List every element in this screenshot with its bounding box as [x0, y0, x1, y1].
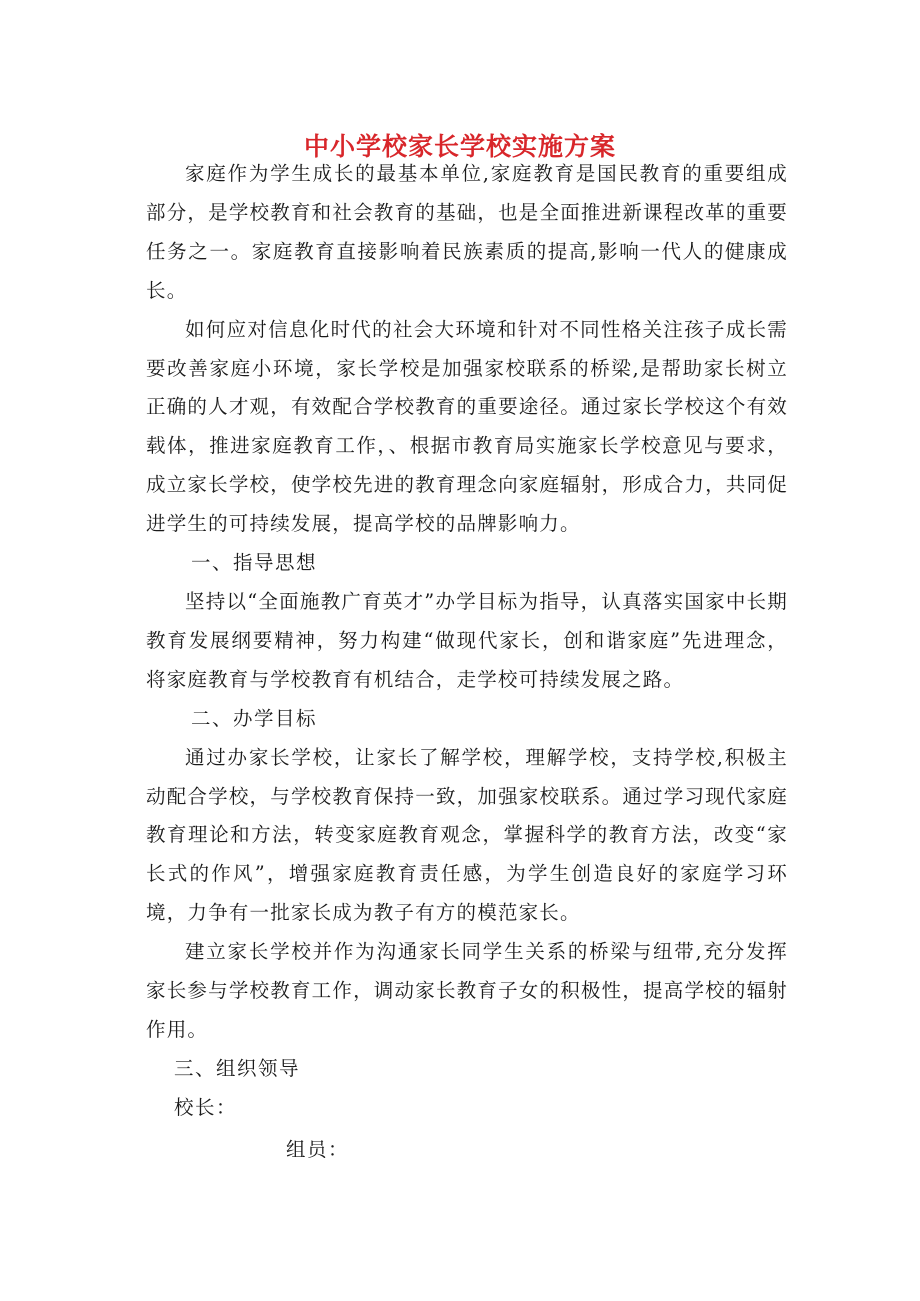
guiding-thought-paragraph: 坚持以“全面施教广育英才”办学目标为指导，认真落实国家中长期教育发展纲要精神，努力构建“做现代家长，创和谐家庭”先进理念，将家庭教育与学校教育有机结合，走学校可持续发展之路。 — [146, 589, 788, 691]
school-goal-paragraph-2: 建立家长学校并作为沟通家长同学生关系的桥梁与纽带,充分发挥家长参与学校教育工作，调动家长教育子女的积极性，提高学校的辐射作用。 — [146, 940, 788, 1041]
document-title: 中小学校家长学校实施方案 — [303, 131, 616, 161]
section-heading-organization: 三、组织领导 — [174, 1056, 301, 1080]
intro-paragraph-1: 家庭作为学生成长的最基本单位,家庭教育是国民教育的重要组成部分，是学校教育和社会教育的基础，也是全面推进新课程改革的重要任务之一。家庭教育直接影响着民族素质的提高,影响一代人的健康成长。 — [146, 162, 788, 302]
section-heading-guiding-thought: 一、指导思想 — [191, 551, 318, 575]
members-label: 组员： — [286, 1137, 350, 1161]
document-body — [146, 155, 788, 1170]
principal-label: 校长： — [174, 1095, 238, 1119]
intro-paragraph-2: 如何应对信息化时代的社会大环境和针对不同性格关注孩子成长需要改善家庭小环境，家长学校是加强家校联系的桥梁,是帮助家长树立正确的人才观，有效配合学校教育的重要途径。通过家长学校这个有效载体，推进家庭教育工作，、根据市教育局实施家长学校意见与要求，成立家长学校，使学校先进的教育理念向家庭辐射，形成合力，共同促进学生的可持续发展，提高学校的品牌影响力。 — [146, 317, 788, 536]
school-goal-paragraph-1: 通过办家长学校，让家长了解学校，理解学校，支持学校,积极主动配合学校，与学校教育保持一致，加强家校联系。通过学习现代家庭教育理论和方法，转变家庭教育观念，掌握科学的教育方法，改变“家长式的作风”，增强家庭教育责任感，为学生创造良好的家庭学习环境，力争有一批家长成为教子有方的模范家长。 — [146, 745, 788, 925]
section-heading-school-goal: 二、办学目标 — [191, 706, 318, 730]
